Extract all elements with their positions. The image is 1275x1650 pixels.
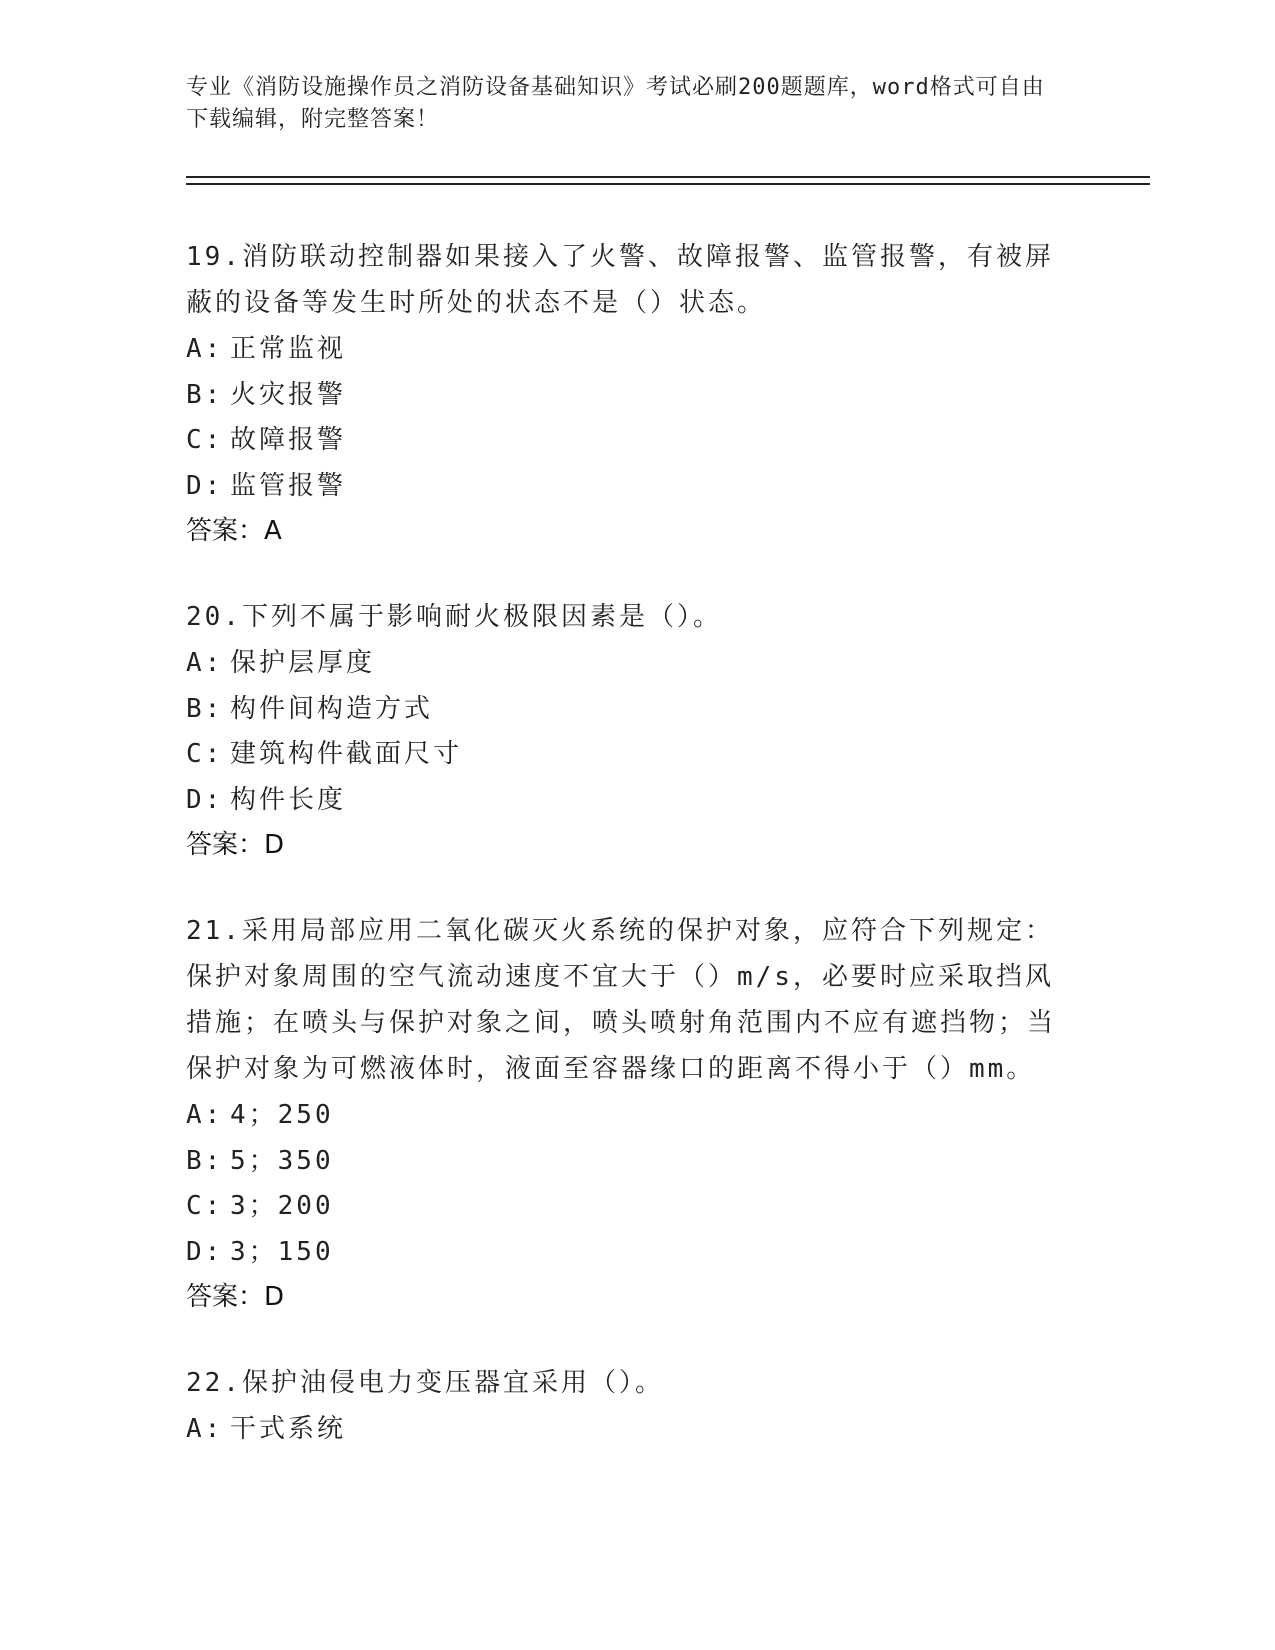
option-b — [186, 686, 1066, 732]
option-text: 5；350 — [230, 1145, 334, 1176]
option-key: A: — [186, 334, 224, 364]
option-key: D: — [186, 470, 224, 501]
option-d — [186, 777, 1066, 823]
option-a — [186, 326, 1066, 372]
option-c — [186, 731, 1066, 777]
question-21 — [186, 908, 1066, 1320]
option-b — [186, 1138, 1066, 1184]
option-text: 监管报警 — [230, 470, 347, 501]
answer-line: 答案：D — [186, 830, 285, 860]
option-key: C: — [186, 1191, 224, 1221]
option-key: A: — [186, 648, 224, 678]
question-stem: 19.消防联动控制器如果接入了火警、故障报警、监管报警，有被屏蔽的设备等发生时所处的状态不是（）状态。 — [186, 242, 1054, 318]
option-key: C: — [186, 739, 224, 769]
option-b — [186, 372, 1066, 418]
option-text: 3；200 — [230, 1191, 334, 1221]
option-c — [186, 1183, 1066, 1229]
option-key: D: — [186, 1236, 224, 1267]
document-header: 专业《消防设施操作员之消防设备基础知识》考试必刷200题题库，word格式可自由下载编辑，附完整答案！ — [186, 75, 1045, 132]
option-text: 保护层厚度 — [230, 648, 376, 678]
option-d — [186, 463, 1066, 509]
question-19 — [186, 234, 1066, 554]
question-stem: 22.保护油侵电力变压器宜采用（）。 — [186, 1368, 664, 1398]
option-key: B: — [186, 379, 224, 410]
option-text: 4；250 — [230, 1100, 334, 1130]
question-stem: 20.下列不属于影响耐火极限因素是（）。 — [186, 602, 722, 632]
header-divider — [186, 176, 1150, 185]
option-key: B: — [186, 1145, 224, 1176]
option-d — [186, 1229, 1066, 1275]
option-text: 干式系统 — [230, 1414, 347, 1444]
option-text: 构件长度 — [230, 784, 347, 815]
option-key: B: — [186, 693, 224, 724]
answer-line: 答案：A — [186, 516, 282, 546]
option-key: A: — [186, 1100, 224, 1130]
option-a — [186, 1092, 1066, 1138]
question-22 — [186, 1360, 1066, 1452]
option-text: 3；150 — [230, 1236, 334, 1267]
option-text: 正常监视 — [230, 334, 347, 364]
option-text: 故障报警 — [230, 425, 347, 455]
option-key: A: — [186, 1414, 224, 1444]
option-text: 构件间构造方式 — [230, 693, 434, 724]
option-text: 火灾报警 — [230, 379, 347, 410]
answer-line: 答案：D — [186, 1282, 285, 1312]
question-20 — [186, 594, 1066, 868]
option-key: D: — [186, 784, 224, 815]
option-key: C: — [186, 425, 224, 455]
question-list — [186, 234, 1066, 1492]
option-a — [186, 1406, 1066, 1452]
option-c — [186, 417, 1066, 463]
option-text: 建筑构件截面尺寸 — [230, 739, 463, 769]
option-a — [186, 640, 1066, 686]
question-stem: 21.采用局部应用二氧化碳灭火系统的保护对象，应符合下列规定：保护对象周围的空气流动速度不宜大于（）m/s，必要时应采取挡风措施；在喷头与保护对象之间，喷头喷射角范围内不应有遮挡物；当保护对象为可燃液体时，液面至容器缘口的距离不得小于（）mm。 — [186, 916, 1057, 1084]
